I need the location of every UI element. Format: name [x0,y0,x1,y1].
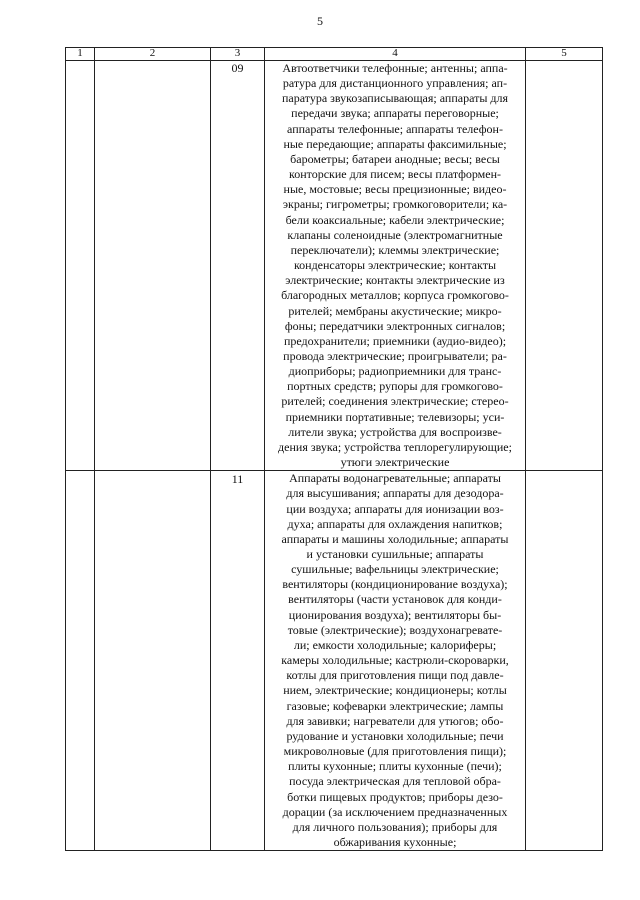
goods-text-line: котлы для приготовления пищи под давле- [286,668,504,683]
goods-text-line: переключатели); клеммы электрические; [290,242,500,257]
table-row [66,471,603,851]
page-number: 5 [317,14,323,28]
goods-text-line: дения звука; устройства теплорегулирующие; [278,439,512,454]
goods-text-line: диоприборы; радиоприемники для транс- [288,364,502,379]
goods-text-line: рителей; мембраны акустические; микро- [288,303,502,318]
goods-text-line: ции воздуха; аппараты для ионизации воз- [286,501,504,516]
goods-text-line: микроволновые (для приготовления пищи); [283,744,507,759]
goods-text-line: и установки сушильные; аппараты [306,547,484,561]
goods-text-line: ные передающие; аппараты факсимильные; [283,136,507,151]
goods-text-line: провода электрические; проигрыватели; ра- [283,348,507,363]
goods-text-line: товые (электрические); воздухонагревате- [287,622,503,637]
class-code-cell: 09 [211,61,265,471]
goods-text-line: передачи звука; аппараты переговорные; [291,106,499,121]
header-col-5: 5 [526,48,603,61]
table-row [66,61,603,471]
goods-text-line: экраны; гигрометры; громкоговорители; ка- [282,197,508,212]
goods-text-line: Аппараты водонагревательные; аппараты [289,471,501,486]
goods-text-line: паратура звукозаписывающая; аппараты для [281,91,509,106]
goods-text-line: конденсаторы электрические; контакты [293,258,497,273]
goods-text-line: вентиляторы (части установок для конди- [288,592,502,607]
goods-text-line: сушильные; вафельницы электрические; [291,562,499,577]
goods-text-line: ботки пищевых продуктов; приборы дезо- [287,789,503,804]
classification-table [65,47,603,851]
goods-text-line: ли; емкости холодильные; калориферы; [293,637,497,652]
goods-text-line: ратура для дистанционного управления; ап- [282,76,508,91]
goods-list-cell [265,471,526,851]
cell-col-2 [95,471,211,851]
header-col-1: 1 [66,48,95,61]
goods-text-line: рителей; соединения электрические; стерео- [281,394,509,409]
cell-col-5 [526,61,603,471]
header-col-4: 4 [265,48,526,61]
goods-text-line: дорации (за исключением предназначенных [282,804,508,819]
goods-text-line: благородных металлов; корпуса громкогово- [281,288,509,303]
goods-text-line: лители звука; устройства для воспроизве- [288,424,502,439]
goods-text-line: рудование и установки холодильные; печи [286,728,504,743]
goods-text-line: предохранители; приемники (аудио-видео); [283,333,507,348]
goods-text-line: фоны; передатчики электронных сигналов; [284,318,506,333]
cell-col-5 [526,471,603,851]
goods-text-line: приемники портативные; телевизоры; уси- [285,409,505,424]
goods-text-line: аппараты телефонные; аппараты телефон- [287,121,503,136]
goods-text-line: духа; аппараты для охлаждения напитков; [287,516,503,531]
goods-text-line: бели коаксиальные; кабели электрические; [285,212,505,227]
goods-text-line: Автоответчики телефонные; антенны; аппа- [282,61,508,75]
goods-text-line: клапаны соленоидные (электромагнитные [287,227,503,242]
goods-text-line: ционирования воздуха); вентиляторы бы- [288,607,502,622]
goods-text-line: камеры холодильные; кастрюли-скороварки, [281,653,509,668]
goods-text-line: электрические; контакты электрические из [285,273,505,288]
goods-text-line: нием, электрические; кондиционеры; котлы [283,683,507,698]
goods-text-line: портных средств; рупоры для громкогово- [287,379,503,394]
cell-col-2 [95,61,211,471]
goods-text-line: барометры; батареи анодные; весы; весы [290,151,500,166]
goods-text-line: для личного пользования); приборы для [292,819,498,834]
goods-list-cell [265,61,526,471]
header-col-3: 3 [211,48,265,61]
goods-text-line: конторские для писем; весы платформен- [288,167,502,182]
goods-text-line: аппараты и машины холодильные; аппараты [281,531,509,546]
goods-text-line: вентиляторы (кондиционирование воздуха); [282,577,508,592]
goods-text-line: для завивки; нагреватели для утюгов; обо- [286,713,504,728]
goods-text-line: газовые; кофеварки электрические; лампы [286,698,504,713]
cell-col-1 [66,471,95,851]
goods-text-line: посуда электрическая для тепловой обра- [289,774,501,789]
table-header-row [66,48,603,61]
goods-text-line: для высушивания; аппараты для дезодора- [286,486,504,501]
class-code-cell: 11 [211,471,265,851]
goods-text-line: утюги электрические [340,455,450,470]
goods-text-line: плиты кухонные; плиты кухонные (печи); [288,759,502,774]
goods-text-line: ные, мостовые; весы прецизионные; видео- [283,182,507,197]
cell-col-1 [66,61,95,471]
goods-text-line: обжаривания кухонные; [333,834,457,849]
header-col-2: 2 [95,48,211,61]
